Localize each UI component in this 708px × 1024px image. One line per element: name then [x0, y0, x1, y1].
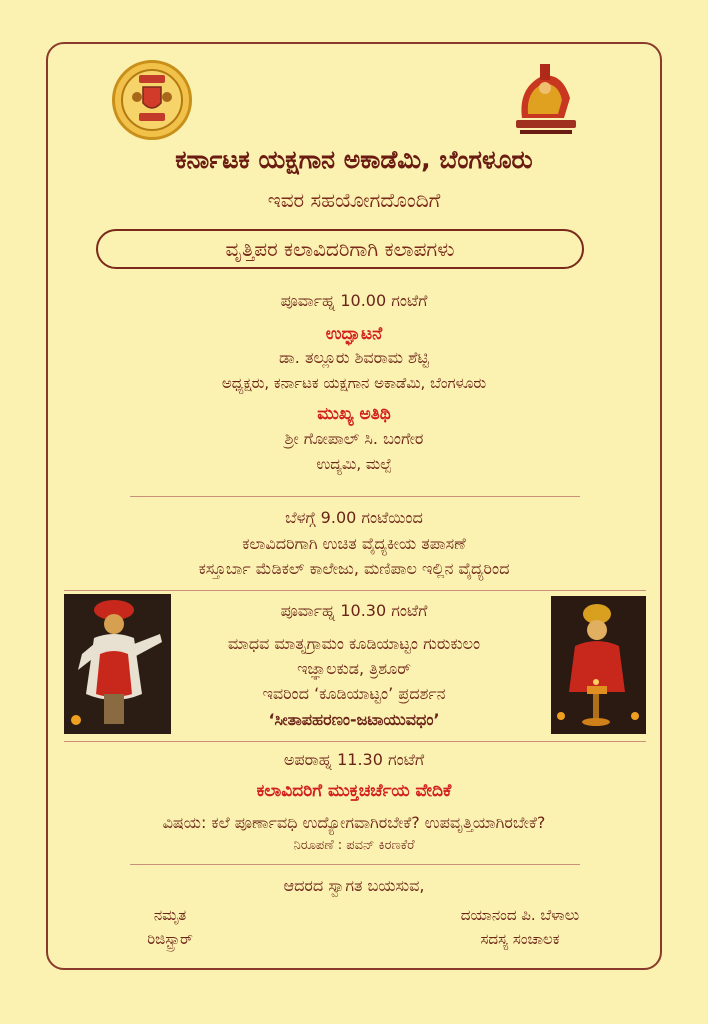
performance-line: ಇವರಿಂದ ‘ಕೂಡಿಯಾಟ್ಟಂ’ ಪ್ರದರ್ಶನ — [262, 684, 446, 703]
yakshagana-academy-logo-icon — [512, 58, 578, 138]
chief-guest-role: ಉದ್ಯಮಿ, ಮಲ್ಪೆ — [316, 455, 392, 473]
session4-time: ಅಪರಾಹ್ನ 11.30 ಗಂಟೆಗೆ — [283, 750, 425, 769]
divider — [130, 864, 580, 865]
chief-guest-name: ಶ್ರೀ ಗೋಪಾಲ್ ಸಿ. ಬಂಗೇರ — [284, 429, 424, 448]
convenor-name: ದಯಾನಂದ ಪಿ. ಬೆಳಾಲು — [460, 906, 580, 924]
divider — [64, 590, 646, 591]
divider — [64, 741, 646, 742]
gurukulam-name: ಮಾಧವ ಮಾತೃಗ್ರಾಮಂ ಕೂಡಿಯಾಟ್ಟಂ ಗುರುಕುಲಂ — [227, 634, 481, 653]
session3-time: ಪೂರ್ವಾಹ್ನ 10.30 ಗಂಟೆಗೆ — [280, 601, 428, 620]
session2-time: ಬೆಳಗ್ಗೆ 9.00 ಗಂಟೆಯಿಂದ — [285, 508, 423, 527]
chief-guest-heading: ಮುಖ್ಯ ಅತಿಥಿ — [317, 404, 391, 424]
registrar-role: ರಿಜಿಸ್ಟ್ರಾರ್ — [147, 930, 193, 948]
moderator-line: ನಿರೂಪಣೆ : ಪವನ್ ಕಿರಣಕೆರೆ — [293, 838, 415, 853]
academy-title: ಕರ್ನಾಟಕ ಯಕ್ಷಗಾನ ಅಕಾಡೆಮಿ, ಬೆಂಗಳೂರು — [175, 145, 533, 174]
discussion-topic: ವಿಷಯ: ಕಲೆ ಪೂರ್ಣಾವಧಿ ಉದ್ಯೋಗವಾಗಿರಬೇಕೆ? ಉಪವೃತ್ತಿಯಾಗಿರಬೇಕೆ? — [162, 813, 546, 832]
inaugurator-role: ಅಧ್ಯಕ್ಷರು, ಕರ್ನಾಟಕ ಯಕ್ಷಗಾನ ಅಕಾಡೆಮಿ, ಬೆಂಗಳೂರು — [221, 374, 487, 392]
divider — [130, 496, 580, 497]
registrar-name: ನಮೃತ — [153, 906, 187, 924]
performance-title: ‘ಸೀತಾಪಹರಣಂ-ಜಟಾಯುವಧಂ’ — [268, 710, 440, 729]
medical-college-line: ಕಸ್ತೂರ್ಬಾ ಮೆಡಿಕಲ್ ಕಾಲೇಜು, ಮಣಿಪಾಲ ಇಲ್ಲಿನ ವೈದ್ಯರಿಂದ — [198, 559, 510, 578]
inauguration-heading: ಉದ್ಘಾಟನೆ — [325, 324, 383, 344]
karnataka-emblem-icon — [112, 60, 192, 140]
session1-time: ಪೂರ್ವಾಹ್ನ 10.00 ಗಂಟೆಗೆ — [280, 291, 428, 310]
convenor-role: ಸದಸ್ಯ ಸಂಚಾಲಕ — [480, 930, 560, 948]
inaugurator-name: ಡಾ. ತಲ್ಲೂರು ಶಿವರಾಮ ಶೆಟ್ಟಿ — [278, 348, 430, 367]
open-discussion-heading: ಕಲಾವಿದರಿಗೆ ಮುಕ್ತಚರ್ಚೆಯ ವೇದಿಕೆ — [256, 781, 452, 801]
event-banner: ವೃತ್ತಿಪರ ಕಲಾವಿದರಿಗಾಗಿ ಕಲಾಪಗಳು — [96, 229, 584, 269]
gurukulam-location: ಇಜ್ಞಾಲಕುಡ, ತ್ರಿಶೂರ್ — [297, 659, 411, 678]
welcome-line: ಆದರದ ಸ್ವಾಗತ ಬಯಸುವ, — [283, 876, 425, 895]
medical-camp-line: ಕಲಾವಿದರಿಗಾಗಿ ಉಚಿತ ವೈದ್ಯಕೀಯ ತಪಾಸಣೆ — [242, 534, 466, 553]
collaboration-subtitle: ಇವರ ಸಹಯೋಗದೊಂದಿಗೆ — [267, 188, 441, 212]
